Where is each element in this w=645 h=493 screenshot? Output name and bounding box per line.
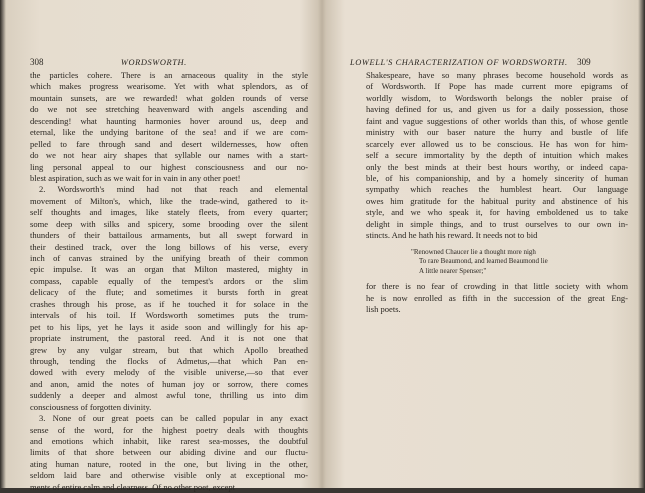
text-line: faint and vague suggestions of other worlds than this, of whose gentle [366, 115, 628, 126]
text-line: ble, of his companionship, and by a homely sincerity of human [366, 172, 628, 183]
text-line: only the best minds at their best hours worthy, or indeed capa- [366, 161, 628, 172]
text-line: seldom laid bare and otherwise visible only at exceptional mo- [30, 470, 308, 481]
text-line: self thoughts and images, like stately fleets, from every quarter; [30, 207, 308, 218]
text-line: 3. None of our great poets can be called popular in any exact [39, 413, 308, 424]
quote-line: "Renowned Chaucer lie a thought more nigh [411, 247, 536, 256]
text-line: sense of the word, for the highest poetry deals with thoughts [30, 424, 308, 435]
left-body-text [30, 70, 308, 493]
text-line: and anon, amid the notes of human joy or sorrow, there comes [30, 378, 308, 389]
text-line: their destined track, over the long billows of his verse, every [30, 241, 308, 252]
left-page-number: 308 [30, 57, 44, 67]
text-line: ministry with our baser nature the hurry and bustle of life [366, 127, 628, 138]
text-line: movement of Milton's, which, like the trade-wind, gathered to it- [30, 195, 308, 206]
text-line: lish poets. [366, 304, 401, 315]
closing-paragraph [366, 281, 628, 315]
text-line: worldly wisdom, to Wordsworth belongs the nobler praise of [366, 92, 628, 103]
text-line: ating human nature, rooted in the one, but living in the other, [30, 458, 308, 469]
text-line: suddenly a deeper and almost awful tone, thrilling us into dim [30, 390, 308, 401]
text-line: some deep with silks and spicery, some brooding over the silent [30, 218, 308, 229]
text-line: and emotions which inhabit, like rarest sea-mosses, the doubtful [30, 436, 308, 446]
text-line: ments of entire calm and clearness. Of no other poet, except [30, 481, 236, 492]
right-page [322, 0, 645, 488]
text-line: eternal, like the undying baritone of the sea! and if we are com- [30, 127, 308, 138]
text-line: thunders of their battailous armaments, but all swept forward in [30, 230, 308, 241]
left-running-title: WORDSWORTH. [120, 58, 187, 67]
text-line: descending! what haunting harmonies hover around us, deep and [30, 115, 308, 126]
verse-quotation [366, 248, 628, 277]
text-line: style, and we who speak it, for having emboldened us to take [366, 207, 628, 218]
text-line: stincts. And he hath his reward. It needs not to bid [366, 230, 538, 241]
right-page-number: 309 [577, 57, 591, 67]
text-line: ling personal appeal to our highest consciousness and our no- [30, 161, 308, 172]
text-line: sympathy which reaches the humblest heart. Our language [366, 184, 628, 195]
text-line: of Wordsworth. If Pope has made current more epigrams of [366, 81, 628, 92]
quote-line: A little nearer Spenser;" [419, 266, 487, 275]
text-line: delight in simple things, and to trust ourselves to our own in- [366, 218, 628, 229]
text-line: dowed with every melody of the visible universe,—so that ever [30, 367, 308, 378]
text-line: mountain sunsets, are we rewarded! what golden rounds of verse [30, 92, 308, 103]
right-running-head [350, 57, 591, 67]
text-line: limits of that shore between our abiding divine and our fluctu- [30, 447, 308, 458]
left-page [0, 0, 322, 492]
right-body-text [366, 70, 628, 316]
text-line: propriate instrument, the pastoral reed. And it is not one that [30, 333, 308, 344]
text-line: delicacy of the flute; and sometimes it bursts forth in great [30, 287, 308, 298]
text-line: pet to his lips, yet he lays it aside soon and willingly for his ap- [30, 321, 308, 332]
text-line: Shakespeare, have so many phrases become household words as [366, 70, 628, 80]
quote-line: To rare Beaumond, and learned Beaumond lie [419, 257, 548, 266]
text-line: compass, capable equally of the tempest's ardors or the slim [30, 275, 308, 286]
text-line: intervals of his toil. If Wordsworth sometimes puts the trum- [30, 310, 308, 321]
text-line: consciousness of forgotten divinity. [30, 401, 152, 412]
text-line: the particles cohere. There is an arnaceous quality in the style [30, 70, 308, 80]
left-running-head [30, 57, 187, 67]
text-line: pelled to fare through sand and desert wildernesses, how often [30, 138, 308, 149]
text-line: epic impulse. It was an organ that Milton mastered, mighty in [30, 264, 308, 275]
text-line: he is now enrolled as fifth in the succession of the great Eng- [366, 292, 628, 303]
text-line: grew by any vulgar stream, but that which Apollo breathed [30, 344, 308, 355]
text-line: owes him gratitude for the habitual purity and abstinence of his [366, 195, 628, 206]
right-paragraph [366, 70, 628, 242]
text-line: self a secure immortality by the depth of intuition which makes [366, 150, 628, 161]
text-line: scarcely ever allowed us to be conscious. He has won for him- [366, 138, 628, 149]
text-line: 2. Wordsworth's mind had not that reach and elemental [39, 184, 308, 195]
text-line: having defined for us, and given us for a daily possession, those [366, 104, 628, 115]
text-line: through, tending the flocks of Admetus,—that which Pan en- [30, 355, 308, 366]
text-line: blest aspiration, such as we wait for in vain in any other poet! [30, 172, 241, 183]
text-line: inch of canvas strained by the unifying breath of their common [30, 253, 308, 263]
right-running-title: LOWELL'S CHARACTERIZATION OF WORDSWORTH. [350, 58, 568, 67]
text-line: do we not see stretching heavenward with angels ascending and [30, 104, 308, 115]
text-line: which makes progress wearisome. Yet with what splendors, as of [30, 81, 308, 92]
text-line: do we not hear airy shapes that syllable our names with a start- [30, 150, 308, 161]
text-line: for there is no fear of crowding in that little society with whom [366, 281, 628, 292]
text-line: crashes through his prose, as if he touched it for solace in the [30, 298, 308, 309]
